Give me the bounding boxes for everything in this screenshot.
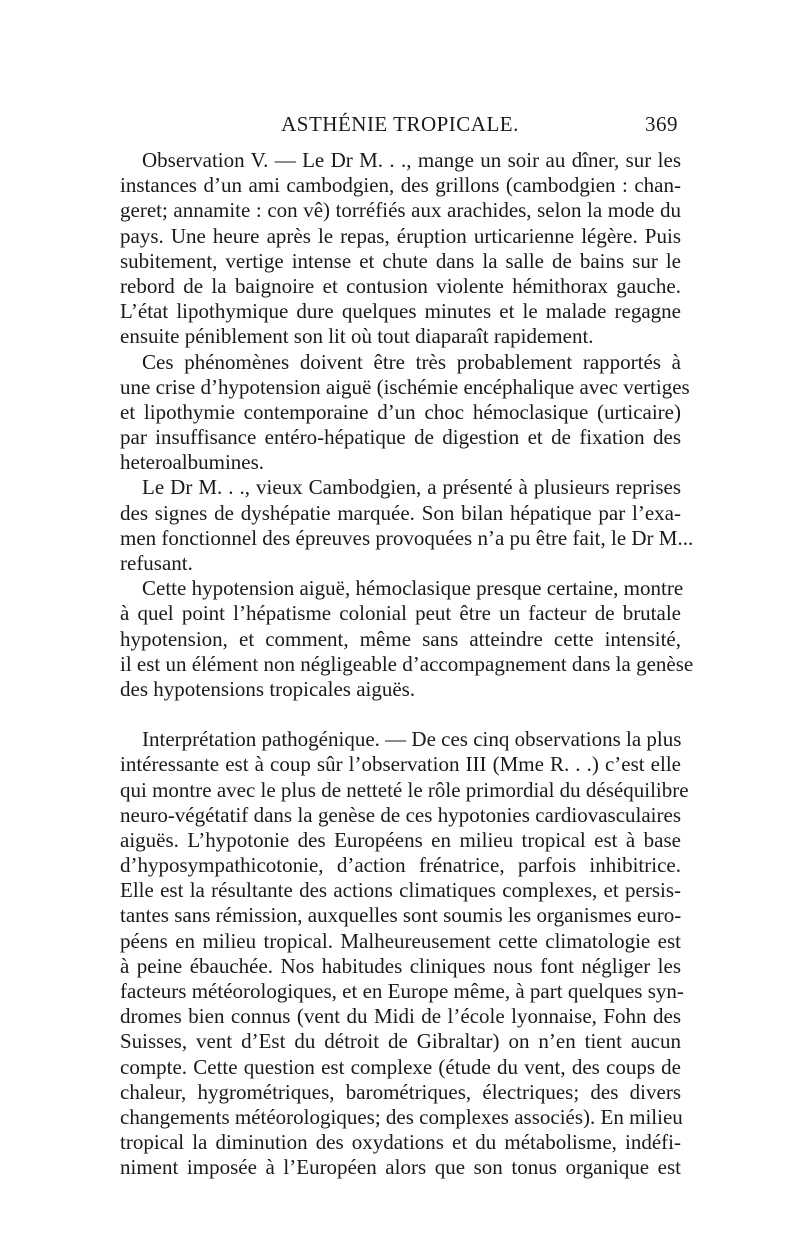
text-line: facteurs météorologiques, et en Europe même, à part quelques syn- (120, 979, 684, 1003)
text-line: à quel point l’hépatisme colonial peut être un facteur de brutale (120, 601, 681, 626)
text-line: hypotension, et comment, même sans atteindre cette intensité, (120, 626, 681, 651)
section-gap (120, 702, 681, 727)
text-line: Le Dr M. . ., vieux Cambodgien, a présenté à plusieurs reprises (142, 475, 681, 500)
text-line: Cette hypotension aiguë, hémoclasique presque certaine, montre (142, 576, 684, 601)
text-line: Suisses, vent d’Est du détroit de Gibraltar) on n’en tient aucun (120, 1029, 681, 1054)
text-line: neuro-végétatif dans la genèse de ces hypotonies cardiovasculaires (120, 802, 681, 827)
text-line: ensuite péniblement son lit où tout diaparaît rapidement. (120, 324, 594, 349)
text-line: instances d’un ami cambodgien, des grillons (cambodgien : chan- (120, 173, 681, 198)
text-line: d’hyposympathicotonie, d’action frénatrice, parfois inhibitrice. (120, 853, 681, 878)
text-line: Elle est la résultante des actions climatiques complexes, et persis- (120, 878, 681, 903)
text-line: intéressante est à coup sûr l’observation III (Mme R. . .) c’est elle (120, 752, 681, 777)
text-line: et lipothymie contemporaine d’un choc hémoclasique (urticaire) (120, 399, 681, 424)
paragraph-interpretation-pathogenique (120, 727, 689, 1180)
text-line: qui montre avec le plus de netteté le rôle primordial du déséquilibre (120, 777, 689, 802)
text-line: Observation V. — Le Dr M. . ., mange un soir au dîner, sur les (142, 148, 681, 172)
text-line: des hypotensions tropicales aiguës. (120, 676, 416, 701)
text-line: L’état lipothymique dure quelques minutes et le malade regagne (120, 299, 681, 324)
text-line: changements météorologiques; des complexes associés). En milieu (120, 1104, 683, 1129)
text-line: geret; annamite : con vê) torréfiés aux arachides, selon la mode du (120, 198, 681, 223)
text-line: pays. Une heure après le repas, éruption urticarienne légère. Puis (120, 223, 681, 248)
text-line: Ces phénomènes doivent être très probablement rapportés à (142, 349, 681, 374)
text-line: heteroalbumines. (120, 450, 265, 475)
text-line: men fonctionnel des épreuves provoquées n’a pu être fait, le Dr M... (120, 525, 694, 550)
text-line: aiguës. L’hypotonie des Européens en milieu tropical est à base (120, 827, 681, 852)
text-line: tropical la diminution des oxydations et du métabolisme, indéfi- (120, 1130, 681, 1155)
paragraph (120, 475, 694, 576)
text-line: il est un élément non négligeable d’accompagnement dans la genèse (120, 651, 694, 676)
text-line: rebord de la baignoire et contusion violente hémithorax gauche. (120, 273, 681, 298)
text-line: chaleur, hygrométriques, barométriques, électriques; des divers (120, 1079, 681, 1104)
text-line: péens en milieu tropical. Malheureusement cette climatologie est (120, 928, 681, 953)
text-line: Interprétation pathogénique. — De ces cinq observations la plus (142, 727, 682, 752)
text-line: refusant. (120, 551, 193, 575)
running-head (120, 112, 680, 142)
text-line: subitement, vertige intense et chute dans la salle de bains sur le (120, 248, 681, 273)
paragraph-observation-v (120, 148, 681, 350)
page-number: 369 (645, 112, 678, 136)
text-line: compte. Cette question est complexe (étude du vent, des coups de (120, 1054, 681, 1079)
text-line: une crise d’hypotension aiguë (ischémie encéphalique avec vertiges (120, 374, 690, 399)
text-line: tantes sans rémission, auxquelles sont soumis les organismes euro- (120, 903, 682, 928)
running-title: ASTHÉNIE TROPICALE. (281, 112, 519, 136)
paragraph (120, 349, 690, 476)
text-line: niment imposée à l’Européen alors que son tonus organique est (120, 1155, 681, 1180)
paragraph (120, 576, 694, 702)
page-body (120, 148, 694, 1181)
text-line: des signes de dyshépatie marquée. Son bilan hépatique par l’exa- (120, 500, 681, 525)
text-line: dromes bien connus (vent du Midi de l’école lyonnaise, Fohn des (120, 1004, 681, 1029)
text-line: par insuffisance entéro-hépatique de digestion et de fixation des (120, 425, 681, 450)
text-line: à peine ébauchée. Nos habitudes cliniques nous font négliger les (120, 953, 681, 978)
